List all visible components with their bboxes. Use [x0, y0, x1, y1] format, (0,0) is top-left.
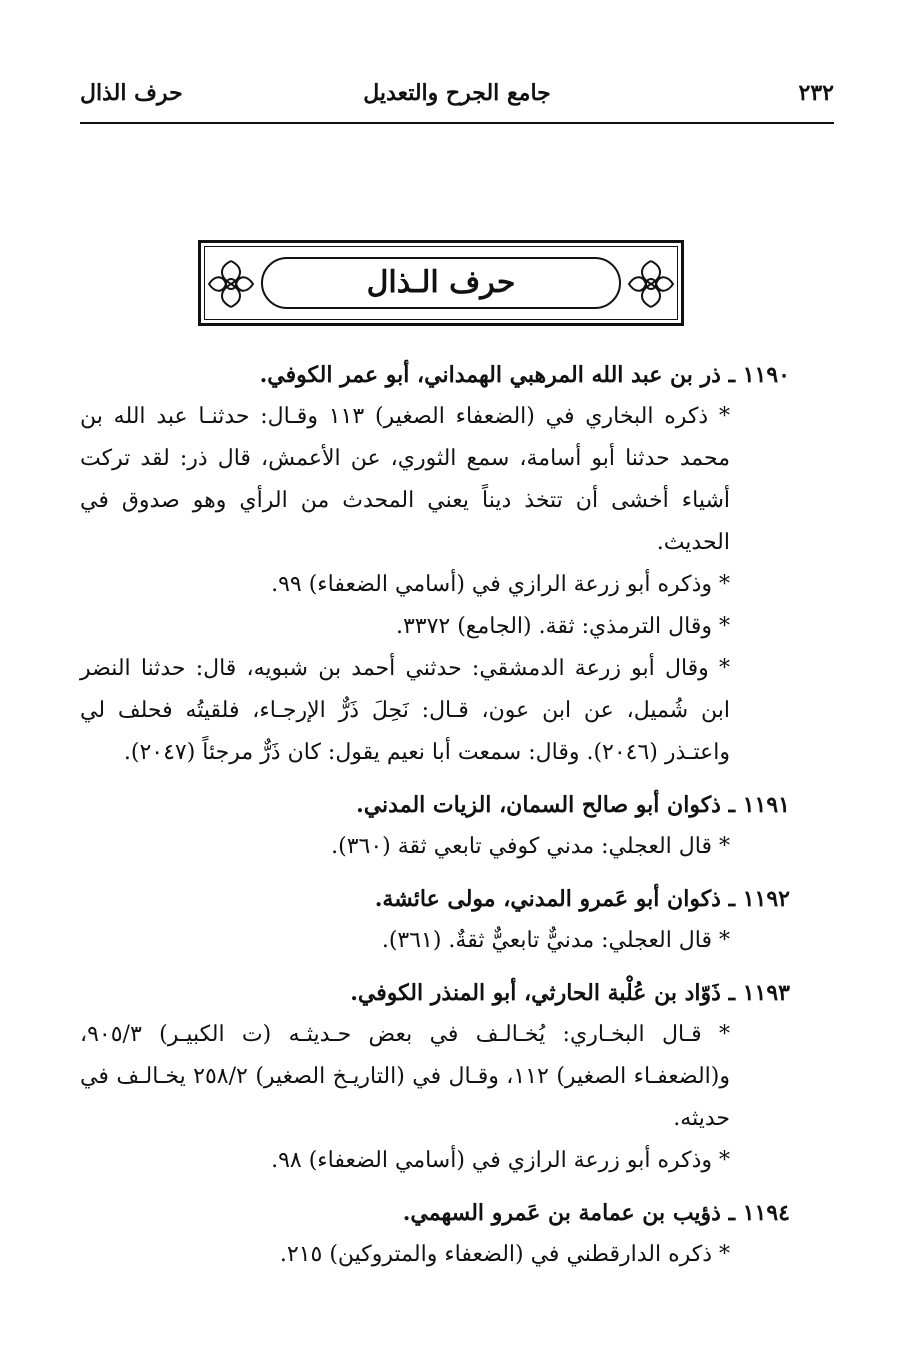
entry-heading: ١١٩٣ ـ ذَوّاد بن عُلْبة الحارثي، أبو المنذر الكوفي. — [350, 980, 790, 1006]
entry-paragraph: * قـال البخـاري: يُخـالـف في بعض حـديثـه (ت الكبيـر) ٩٠٥/٣، و(الضعفـاء الصغير) ١١٢، وقـال في (التاريـخ الصغير) ٢٥٨/٢ يخـالـف في حديثه. — [80, 1022, 730, 1131]
entry-heading: ١١٩٠ ـ ذر بن عبد الله المرهبي الهمداني، أبو عمر الكوفي. — [259, 362, 790, 388]
entry-heading: ١١٩١ ـ ذكوان أبو صالح السمان، الزيات المدني. — [356, 792, 790, 818]
entry-heading: ١١٩٤ ـ ذؤيب بن عمامة بن عَمرو السهمي. — [402, 1200, 790, 1226]
section-title: حرف الذال — [80, 80, 183, 106]
entry-paragraph: * ذكره البخاري في (الضعفاء الصغير) ١١٣ وقـال: حدثنـا عبد الله بن محمد حدثنا أبو أسامة، سمع الثوري، عن الأعمش، قال ذر: لقد تركت أشياء أخشى أن تتخذ ديناً يعني المحدث من الرأي وهو صدوق في الحديث. — [80, 404, 730, 555]
book-title: جامع الجرح والتعديل — [363, 80, 551, 106]
entry-paragraph: * ذكره الدارقطني في (الضعفاء والمتروكين) ٢١٥. — [279, 1242, 730, 1267]
page-number: ٢٣٢ — [798, 80, 834, 106]
entries-body — [80, 352, 790, 1276]
entry-paragraph: * قال العجلي: مدني كوفي تابعي ثقة (٣٦٠). — [331, 834, 730, 859]
entry-paragraph: * وذكره أبو زرعة الرازي في (أسامي الضعفاء) ٩٨. — [271, 1148, 730, 1173]
entry-heading: ١١٩٢ ـ ذكوان أبو عَمرو المدني، مولى عائشة. — [374, 886, 790, 912]
chapter-title-frame — [198, 240, 684, 326]
entry-paragraph: * وقال أبو زرعة الدمشقي: حدثني أحمد بن شبويه، قال: حدثنا النضر ابن شُميل، عن ابن عون، قـال: نَحِلَ ذَرٌّ الإرجـاء، فلقيتُه فحلف لي واعتـذر (٢٠٤٦). وقال: سمعت أبا نعيم يقول: كان ذَرٌّ مرجئاً (٢٠٤٧). — [80, 656, 730, 765]
running-header — [80, 80, 834, 120]
entry-paragraph: * وذكره أبو زرعة الرازي في (أسامي الضعفاء) ٩٩. — [271, 572, 730, 597]
entry-paragraph: * وقال الترمذي: ثقة. (الجامع) ٣٣٧٢. — [395, 614, 730, 639]
entry-paragraph: * قال العجلي: مدنيٌّ تابعيٌّ ثقةٌ. (٣٦١). — [381, 928, 730, 953]
chapter-title: حرف الـذال — [366, 265, 516, 300]
header-rule — [80, 122, 834, 124]
